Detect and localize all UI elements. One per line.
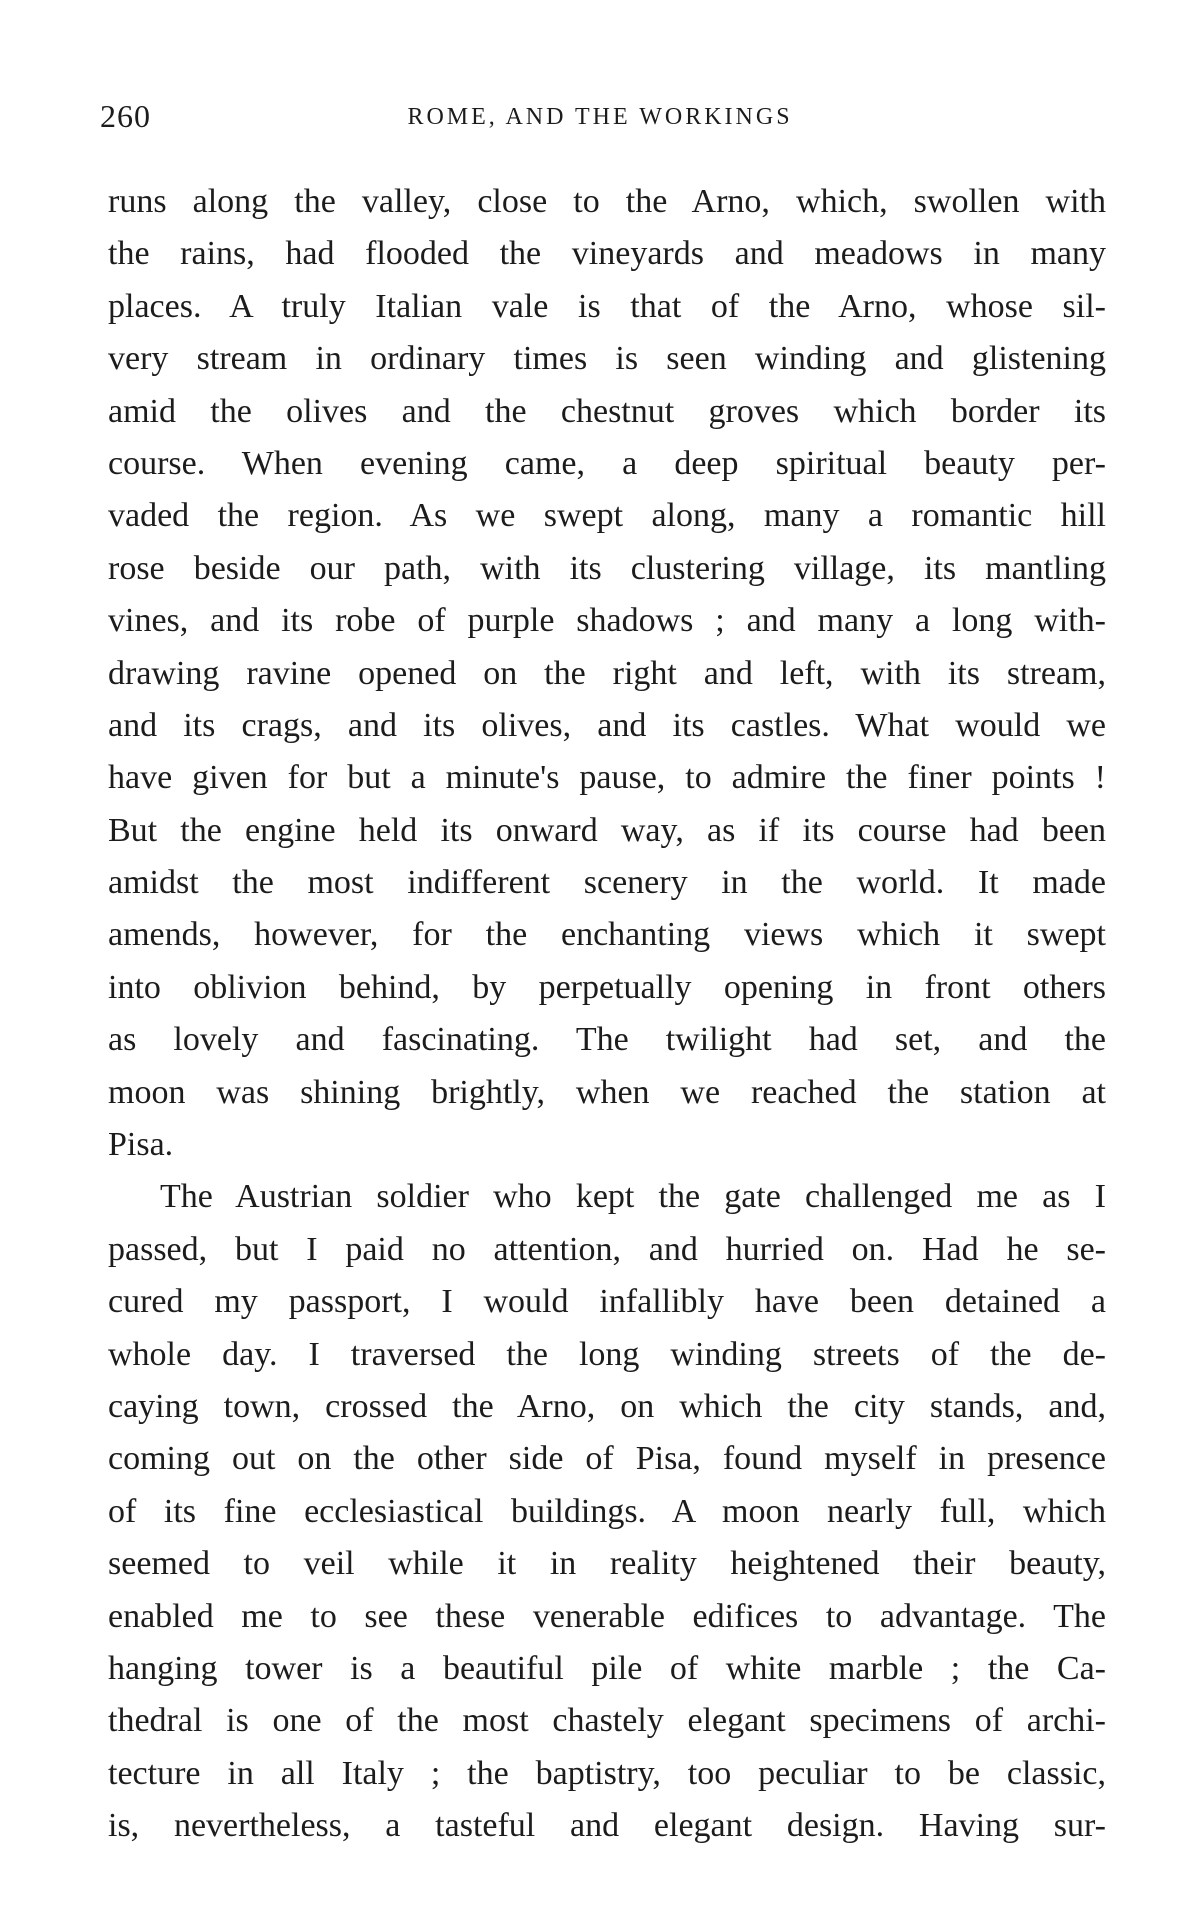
text-line: hanging tower is a beautiful pile of white marble ; the Ca- xyxy=(108,1649,1106,1687)
text-line: have given for but a minute's pause, to admire the finer points ! xyxy=(108,759,1106,797)
text-line: amends, however, for the enchanting views which it swept xyxy=(108,916,1106,954)
text-line: course. When evening came, a deep spiritual beauty per- xyxy=(108,444,1106,482)
running-head xyxy=(100,96,1100,136)
text-line: enabled me to see these venerable edifices to advantage. The xyxy=(108,1597,1106,1635)
text-line: amid the olives and the chestnut groves which border its xyxy=(108,392,1106,430)
text-line: whole day. I traversed the long winding streets of the de- xyxy=(108,1335,1106,1373)
running-title: ROME, AND THE WORKINGS xyxy=(407,104,793,130)
text-line: into oblivion behind, by perpetually opening in front others xyxy=(108,968,1106,1006)
text-line: But the engine held its onward way, as if its course had been xyxy=(108,811,1106,849)
text-line: rose beside our path, with its clustering village, its mantling xyxy=(108,549,1106,587)
body-text xyxy=(108,176,1106,1853)
text-line: The Austrian soldier who kept the gate challenged me as I xyxy=(160,1178,1106,1216)
text-line: drawing ravine opened on the right and left, with its stream, xyxy=(108,654,1106,692)
text-line: the rains, had flooded the vineyards and meadows in many xyxy=(108,235,1106,273)
text-line: thedral is one of the most chastely elegant specimens of archi- xyxy=(108,1702,1106,1740)
text-line: tecture in all Italy ; the baptistry, too peculiar to be classic, xyxy=(108,1754,1106,1792)
text-line: as lovely and fascinating. The twilight had set, and the xyxy=(108,1021,1106,1059)
text-line: vaded the region. As we swept along, many a romantic hill xyxy=(108,497,1106,535)
text-line: cured my passport, I would infallibly have been detained a xyxy=(108,1283,1106,1321)
text-line: runs along the valley, close to the Arno, which, swollen with xyxy=(108,183,1106,220)
text-line: caying town, crossed the Arno, on which the city stands, and, xyxy=(108,1387,1106,1425)
text-line: is, nevertheless, a tasteful and elegant design. Having sur- xyxy=(108,1807,1106,1845)
text-line: vines, and its robe of purple shadows ; and many a long with- xyxy=(108,602,1106,640)
page-number: 260 xyxy=(100,98,151,134)
text-line: very stream in ordinary times is seen winding and glistening xyxy=(108,340,1106,378)
text-line: places. A truly Italian vale is that of the Arno, whose sil- xyxy=(108,287,1106,325)
text-line: seemed to veil while it in reality heightened their beauty, xyxy=(108,1545,1106,1583)
text-line: amidst the most indifferent scenery in the world. It made xyxy=(108,864,1106,902)
text-line: moon was shining brightly, when we reached the station at xyxy=(108,1073,1106,1111)
text-line: of its fine ecclesiastical buildings. A moon nearly full, which xyxy=(108,1492,1106,1530)
text-line: passed, but I paid no attention, and hurried on. Had he se- xyxy=(108,1230,1106,1268)
text-line: and its crags, and its olives, and its castles. What would we xyxy=(108,706,1106,744)
paragraph-2 xyxy=(108,1171,1106,1852)
text-line: coming out on the other side of Pisa, found myself in presence xyxy=(108,1440,1106,1478)
paragraph-1 xyxy=(108,176,1106,1171)
text-line: Pisa. xyxy=(108,1126,174,1164)
